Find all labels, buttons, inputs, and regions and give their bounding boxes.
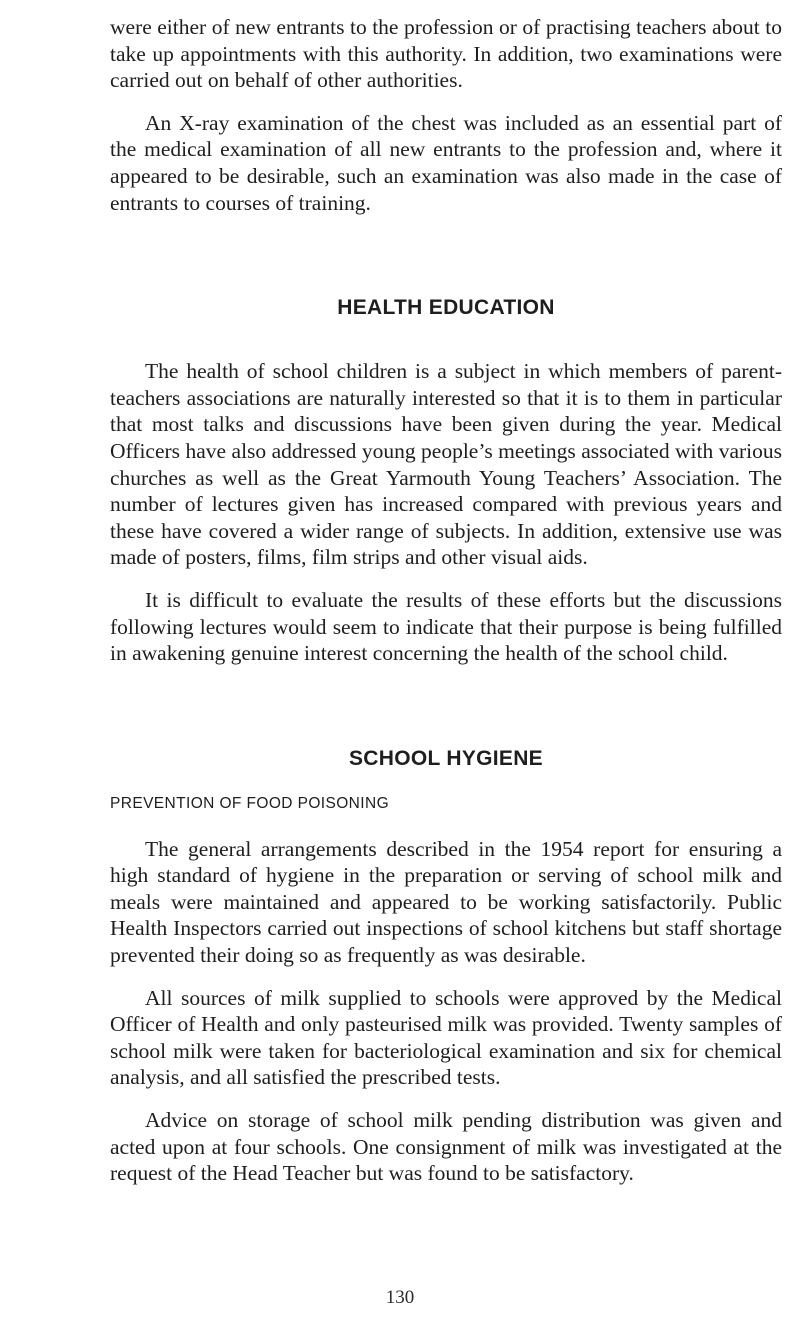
health-education-paragraph-1: The health of school children is a subject in which members of parent-teachers associations are naturally interested so that it is to them in particular that most talks and discussions have been given during the year. Medical Officers have also addressed young people’s meetings associated with various churches as well as the Great Yarmouth Young Teachers’ Association. The number of lectures given has increased compared with previous years and these have covered a wider range of subjects. In addition, extensive use was made of posters, films, film strips and other visual aids.: [110, 359, 782, 570]
document-page: [110, 14, 782, 1187]
health-education-heading: HEALTH EDUCATION: [337, 296, 555, 320]
intro-paragraph-2: An X-ray examination of the chest was included as an essential part of the medical examination of all new entrants to the profession and, where it appeared to be desirable, such an examination was also made in the case of entrants to courses of training.: [110, 110, 782, 215]
intro-paragraph-1: were either of new entrants to the profession or of practising teachers about to take up appointments with this authority. In addition, two examinations were carried out on behalf of other authorities.: [110, 15, 782, 93]
school-hygiene-paragraph-1: The general arrangements described in the 1954 report for ensuring a high standard of hygiene in the preparation or serving of school milk and meals were maintained and appeared to be working satisfactorily. Public Health Inspectors carried out inspections of school kitchens but staff shortage prevented their doing so as frequently as was desirable.: [110, 836, 782, 968]
school-hygiene-heading: SCHOOL HYGIENE: [348, 746, 543, 770]
health-education-paragraph-2: It is difficult to evaluate the results of these efforts but the discussions following lectures would seem to indicate that their purpose is being fulfilled in awakening genuine interest concerning the health of the school child.: [110, 587, 782, 666]
school-hygiene-paragraph-3: Advice on storage of school milk pending distribution was given and acted upon at four schools. One consignment of milk was investigated at the request of the Head Teacher but was found to be satisfactory.: [110, 1108, 782, 1186]
school-hygiene-paragraph-2: All sources of milk supplied to schools were approved by the Medical Officer of Health and only pasteurised milk was provided. Twenty samples of school milk were taken for bacteriological examination and six for chemical analysis, and all satisfied the prescribed tests.: [110, 985, 782, 1090]
food-poisoning-subheading: PREVENTION OF FOOD POISONING: [110, 794, 390, 812]
page-number: 130: [385, 1287, 415, 1308]
